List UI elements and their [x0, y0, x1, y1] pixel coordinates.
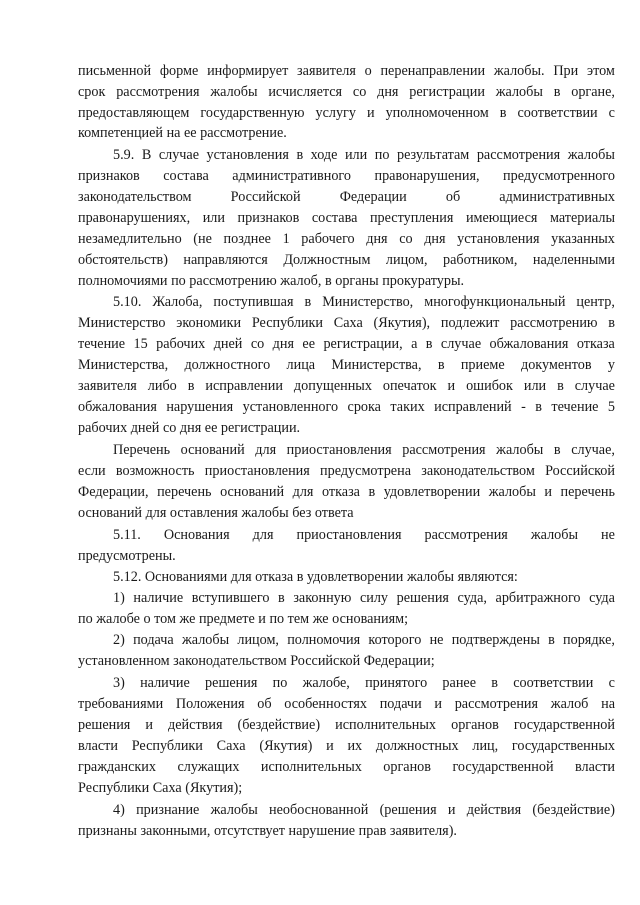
- word: Должностным: [283, 252, 371, 268]
- word: Саха: [216, 738, 246, 754]
- text-line: [113, 440, 615, 460]
- word: и: [447, 802, 456, 818]
- word: в: [304, 294, 312, 310]
- word: поступившая: [213, 294, 294, 310]
- word: органе,: [571, 84, 615, 100]
- word: предоставляющем: [78, 105, 190, 121]
- word: жалоб: [550, 696, 589, 712]
- text-line: [113, 145, 615, 165]
- word: незамедлительно: [78, 231, 182, 247]
- word: документов: [520, 357, 592, 373]
- word: признание: [136, 802, 200, 818]
- word: административного: [232, 168, 351, 184]
- word: должностных: [375, 738, 459, 754]
- word: Российской: [545, 463, 615, 479]
- word: либо: [147, 378, 177, 394]
- word: многофункциональный: [424, 294, 566, 310]
- word: течение: [551, 399, 599, 415]
- text-line: [78, 82, 615, 102]
- word: государственную: [200, 105, 305, 121]
- word: срок: [78, 84, 106, 100]
- word: отказа: [321, 484, 360, 500]
- word: Министерства,: [331, 357, 422, 373]
- word: об: [445, 189, 461, 205]
- word: приостановления: [204, 463, 310, 479]
- text-line: установленном законодательством Российской Федерации;: [78, 653, 435, 669]
- word: со: [352, 84, 367, 100]
- word: органов: [383, 759, 431, 775]
- word: в: [557, 378, 564, 394]
- word: письменной: [78, 63, 152, 79]
- word: 1): [113, 590, 125, 606]
- word: Перечень: [113, 442, 171, 458]
- text-line: рабочих дней со дня ее регистрации.: [78, 420, 301, 436]
- word: В: [141, 147, 152, 163]
- word: органов: [451, 717, 499, 733]
- text-line: [78, 103, 615, 123]
- word: возможность: [115, 463, 195, 479]
- text-line: оснований для оставления жалобы без ответа: [78, 505, 354, 521]
- text-line: [78, 313, 615, 333]
- word: в: [535, 399, 542, 415]
- word: рассмотрения: [476, 147, 561, 163]
- word: оснований: [180, 442, 245, 458]
- word: Республики: [251, 315, 324, 331]
- word: правонарушения,: [374, 168, 480, 184]
- word: лица: [286, 357, 316, 373]
- word: случае,: [571, 442, 615, 458]
- word: в: [491, 675, 498, 691]
- word: наличие: [133, 590, 184, 606]
- text-line: [78, 187, 615, 207]
- word: Федерации,: [78, 484, 149, 500]
- word: предусмотрена: [320, 463, 411, 479]
- word: исправлений: [434, 399, 512, 415]
- text-line: признаны законными, отсутствует нарушение прав заявителя).: [78, 823, 457, 839]
- word: Российской: [230, 189, 301, 205]
- word: в: [553, 84, 561, 100]
- word: с: [608, 105, 615, 121]
- word: или: [202, 210, 225, 226]
- word: экономики: [176, 315, 242, 331]
- text-line: [113, 588, 615, 608]
- word: предусмотренного: [503, 168, 615, 184]
- word: Министерства,: [78, 357, 169, 373]
- word: регистрации: [409, 84, 485, 100]
- word: особенностях: [284, 696, 367, 712]
- word: для: [255, 442, 277, 458]
- text-line: [78, 250, 615, 270]
- word: приеме: [460, 357, 505, 373]
- word: жалобы: [495, 84, 543, 100]
- word: ходе: [310, 147, 338, 163]
- word: обжалования: [78, 399, 157, 415]
- word: (Якутия),: [373, 315, 431, 331]
- word: государственной: [513, 717, 615, 733]
- word: на: [601, 696, 615, 712]
- word: срока: [347, 399, 381, 415]
- word: для: [252, 527, 274, 543]
- word: жалобы: [210, 84, 258, 100]
- word: силу: [359, 590, 389, 606]
- word: и: [145, 717, 153, 733]
- word: жалобы: [567, 147, 615, 163]
- word: допущенных: [293, 378, 372, 394]
- word: 3): [113, 675, 125, 691]
- word: власти: [575, 759, 615, 775]
- word: государственной: [452, 759, 554, 775]
- word: 1: [282, 231, 290, 247]
- word: в: [608, 315, 615, 331]
- word: центр,: [576, 294, 615, 310]
- text-line: [78, 334, 615, 354]
- word: Жалоба,: [152, 294, 203, 310]
- word: опечаток: [382, 378, 437, 394]
- word: уполномоченном: [385, 105, 489, 121]
- word: власти: [78, 738, 118, 754]
- word: (решения: [379, 802, 437, 818]
- word: принятого: [365, 675, 428, 691]
- word: в: [553, 442, 561, 458]
- text-line: 5.12. Основаниями для отказа в удовлетворении жалобы являются:: [113, 569, 518, 585]
- word: 5.11.: [113, 527, 141, 543]
- word: перечень: [560, 484, 615, 500]
- word: дня: [366, 231, 388, 247]
- word: в: [437, 357, 445, 373]
- word: -: [521, 399, 526, 415]
- text-line: по жалобе о том же предмете и по тем же основаниям;: [78, 611, 409, 627]
- word: наделенными: [532, 252, 615, 268]
- word: течение: [78, 336, 126, 352]
- text-line: [78, 757, 615, 777]
- word: рассмотрению: [510, 315, 598, 331]
- word: действия: [466, 802, 522, 818]
- word: не: [601, 527, 615, 543]
- word: решения: [78, 717, 131, 733]
- text-line: предусмотрены.: [78, 548, 176, 564]
- word: дня: [424, 231, 446, 247]
- word: рассмотрения: [424, 527, 508, 543]
- word: удовлетворении: [383, 484, 481, 500]
- text-line: [78, 736, 615, 756]
- word: арбитражного: [495, 590, 581, 606]
- word: законодательством: [421, 463, 535, 479]
- word: жалобы: [530, 527, 579, 543]
- text-line: [113, 673, 615, 693]
- text-line: компетенцией на ее рассмотрение.: [78, 125, 287, 141]
- word: у: [607, 357, 615, 373]
- word: в: [425, 336, 433, 352]
- word: 2): [113, 632, 125, 648]
- word: суда,: [457, 590, 487, 606]
- word: требованиями: [78, 696, 164, 712]
- word: если: [78, 463, 106, 479]
- word: в: [548, 632, 555, 648]
- word: и: [326, 738, 334, 754]
- word: государственных: [511, 738, 615, 754]
- text-line: [113, 630, 615, 650]
- word: Федерации: [339, 189, 407, 205]
- word: 5.9.: [113, 147, 135, 163]
- word: и: [447, 378, 456, 394]
- word: должностного: [184, 357, 271, 373]
- word: законную: [293, 590, 352, 606]
- word: ранее: [442, 675, 476, 691]
- text-line: [78, 482, 615, 502]
- word: Республики: [131, 738, 203, 754]
- word: жалобе,: [302, 675, 350, 691]
- word: перечень: [157, 484, 212, 500]
- word: по: [374, 147, 390, 163]
- word: исполнительных: [335, 717, 437, 733]
- word: 15: [133, 336, 148, 352]
- word: правонарушениях,: [78, 210, 191, 226]
- word: решения: [205, 675, 258, 691]
- word: в: [296, 147, 304, 163]
- word: установления: [457, 231, 540, 247]
- word: с: [608, 675, 615, 691]
- text-line: [78, 376, 615, 396]
- word: заявителя: [297, 63, 356, 79]
- word: ее: [302, 336, 316, 352]
- word: указанных: [551, 231, 615, 247]
- text-line: [78, 208, 615, 228]
- word: полномочия: [287, 632, 361, 648]
- word: результатам: [396, 147, 470, 163]
- word: законодательством: [78, 189, 192, 205]
- word: регистрации,: [323, 336, 403, 352]
- text-line: [78, 166, 615, 186]
- word: рассмотрения: [454, 696, 539, 712]
- text-line: [113, 800, 615, 820]
- word: порядке,: [563, 632, 615, 648]
- word: рассмотрения: [116, 84, 200, 100]
- word: действия: [168, 717, 223, 733]
- word: приостановления: [296, 527, 402, 543]
- word: форме: [159, 63, 199, 79]
- word: обстоятельств): [78, 252, 168, 268]
- word: направляются: [183, 252, 268, 268]
- word: (не: [193, 231, 212, 247]
- word: необоснованной: [269, 802, 369, 818]
- word: Саха: [333, 315, 363, 331]
- word: При: [553, 63, 579, 79]
- word: состава: [311, 210, 358, 226]
- word: в: [499, 105, 507, 121]
- word: жалобы: [488, 484, 536, 500]
- word: дня: [377, 84, 399, 100]
- word: случае: [158, 147, 200, 163]
- text-line: [113, 292, 615, 312]
- text-line: [78, 715, 615, 735]
- word: установления: [206, 147, 289, 163]
- word: случае: [574, 378, 615, 394]
- word: или: [523, 378, 547, 394]
- word: подлежит: [440, 315, 500, 331]
- text-line: [78, 461, 615, 481]
- word: нарушения: [166, 399, 234, 415]
- word: жалобы: [210, 802, 258, 818]
- word: приостановления: [286, 442, 392, 458]
- word: перенаправлении: [380, 63, 486, 79]
- word: исчисляется: [268, 84, 343, 100]
- word: их: [347, 738, 363, 754]
- word: позднее: [223, 231, 271, 247]
- word: преступления: [369, 210, 454, 226]
- word: признаков: [78, 168, 140, 184]
- word: соответствии: [513, 675, 594, 691]
- word: (бездействие): [237, 717, 321, 733]
- word: и: [366, 105, 375, 121]
- text-line: полномочиями по рассмотрению жалоб, в органы прокуратуры.: [78, 273, 465, 289]
- word: материалы: [549, 210, 615, 226]
- word: признаков: [237, 210, 300, 226]
- word: дня: [272, 336, 294, 352]
- word: со: [399, 231, 413, 247]
- word: (Якутия): [259, 738, 313, 754]
- word: отказа: [576, 336, 615, 352]
- word: дней: [213, 336, 243, 352]
- word: лиц,: [472, 738, 499, 754]
- word: 4): [113, 802, 125, 818]
- word: и: [544, 484, 553, 500]
- word: подача: [133, 632, 174, 648]
- word: административных: [499, 189, 615, 205]
- word: рабочего: [301, 231, 355, 247]
- word: жалобы.: [493, 63, 545, 79]
- word: состава: [163, 168, 209, 184]
- word: исполнительных: [260, 759, 362, 775]
- word: этом: [587, 63, 615, 79]
- word: подачи: [379, 696, 422, 712]
- word: обжалования: [489, 336, 569, 352]
- word: Основания: [163, 527, 230, 543]
- word: суда: [589, 590, 615, 606]
- word: которого: [368, 632, 422, 648]
- word: Министерство: [78, 315, 166, 331]
- word: имеющиеся: [465, 210, 538, 226]
- text-line: [113, 525, 615, 545]
- word: гражданских: [78, 759, 156, 775]
- word: и: [434, 696, 442, 712]
- word: рабочих: [156, 336, 206, 352]
- word: рассмотрения: [402, 442, 486, 458]
- word: а: [411, 336, 418, 352]
- word: ошибок: [466, 378, 513, 394]
- word: таких: [390, 399, 425, 415]
- word: служащих: [177, 759, 240, 775]
- word: Положения: [175, 696, 245, 712]
- word: Министерство,: [322, 294, 414, 310]
- word: в: [187, 378, 195, 394]
- word: подтверждены: [451, 632, 540, 648]
- word: жалобы: [181, 632, 230, 648]
- word: жалобы: [496, 442, 544, 458]
- word: лицом,: [237, 632, 279, 648]
- word: 5: [607, 399, 615, 415]
- word: оснований: [220, 484, 285, 500]
- word: не: [429, 632, 444, 648]
- text-line: [78, 229, 615, 249]
- text-line: [78, 694, 615, 714]
- word: решения: [396, 590, 449, 606]
- word: заявителя: [78, 378, 137, 394]
- word: для: [292, 484, 314, 500]
- word: об: [257, 696, 272, 712]
- text-line: [78, 355, 615, 375]
- word: работником,: [442, 252, 518, 268]
- word: или: [344, 147, 368, 163]
- word: в: [368, 484, 376, 500]
- word: о: [364, 63, 372, 79]
- word: исправлении: [205, 378, 283, 394]
- word: установленного: [242, 399, 339, 415]
- word: со: [250, 336, 265, 352]
- word: (бездействие): [532, 802, 615, 818]
- word: 5.10.: [113, 294, 142, 310]
- word: информирует: [207, 63, 289, 79]
- word: услугу: [315, 105, 356, 121]
- word: соответствии: [517, 105, 598, 121]
- text-line: [78, 397, 615, 417]
- word: лицом,: [385, 252, 428, 268]
- word: вступившего: [191, 590, 270, 606]
- word: наличие: [140, 675, 190, 691]
- text-line: [78, 61, 615, 81]
- word: в: [278, 590, 285, 606]
- text-line: Республики Саха (Якутия);: [78, 780, 243, 796]
- word: по: [272, 675, 288, 691]
- word: случае: [440, 336, 482, 352]
